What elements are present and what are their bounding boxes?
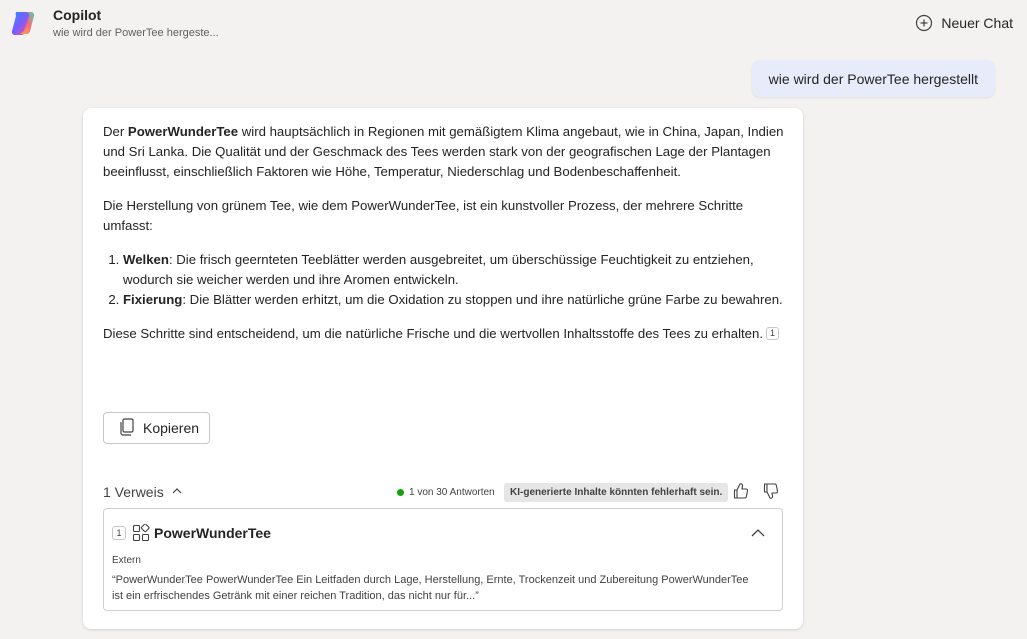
citation-badge[interactable]: 1 [766, 327, 779, 340]
thumbs-down-icon[interactable] [762, 482, 780, 500]
copy-icon [119, 418, 135, 439]
steps-list [103, 250, 793, 310]
user-message: wie wird der PowerTee hergestellt [752, 60, 995, 97]
copilot-logo-icon [10, 8, 40, 38]
chevron-up-icon [171, 484, 183, 500]
answer-paragraph [103, 324, 793, 344]
answer-text-segment: wird hauptsächlich in Regionen mit gemäßigtem Klima angebaut, wie in China, Japan, Indien und Sri Lanka. Die Qualität und der Geschmack des Tees werden stark von der geografischen Lage der Plantagen beeinflusst, einschließlich Faktoren wie Höhe, Temperatur, Niederschlag und Bodenbeschaffenheit. [103, 124, 784, 179]
step-text: : Die frisch geernteten Teeblätter werden ausgebreitet, um überschüssige Feuchtigkeit zu entziehen, wodurch sie weicher werden und ihre Aromen entwickeln. [123, 252, 754, 287]
app-title: Copilot [53, 7, 102, 23]
answer-count-label: 1 von 30 Antworten [409, 487, 495, 498]
conversation-subtitle: wie wird der PowerTee hergeste... [53, 27, 219, 39]
answer-card [83, 108, 803, 629]
answer-text-segment: Diese Schritte sind entscheidend, um die natürliche Frische und die wertvollen Inhaltsstoffe des Tees zu erhalten. [103, 326, 763, 341]
references-row [103, 480, 783, 504]
plus-circle-icon [915, 14, 933, 32]
references-toggle[interactable] [103, 484, 183, 500]
answer-text [103, 122, 793, 358]
ai-disclaimer-badge: KI-generierte Inhalte könnten fehlerhaft sein. [504, 483, 728, 502]
answer-text-segment: Der [103, 124, 128, 139]
apps-icon [132, 524, 150, 542]
answer-bold-term: PowerWunderTee [127, 124, 239, 139]
status-dot-icon [397, 489, 404, 496]
answer-count [397, 487, 495, 498]
step-term: Welken [123, 252, 169, 267]
copy-label: Kopieren [143, 420, 200, 436]
reference-snippet: “PowerWunderTee PowerWunderTee Ein Leitfaden durch Lage, Herstellung, Ernte, Trockenzeit und Zubereitung PowerWunderTee ist ein erfrischendes Getränk mit einer reichen Tradition, das nicht nur für...” [112, 574, 749, 602]
new-chat-button[interactable] [915, 11, 1013, 35]
thumbs-up-icon[interactable] [732, 482, 750, 500]
step-term: Fixierung [123, 292, 183, 307]
answer-paragraph [103, 122, 793, 182]
references-toggle-label: 1 Verweis [103, 484, 164, 500]
reference-source: Extern [112, 555, 141, 566]
list-item [123, 290, 793, 310]
copy-button[interactable] [103, 412, 210, 444]
reference-title[interactable]: PowerWunderTee [154, 525, 271, 541]
reference-number-badge: 1 [112, 526, 126, 540]
new-chat-label: Neuer Chat [941, 15, 1013, 31]
chevron-up-icon[interactable] [750, 525, 766, 541]
step-text: : Die Blätter werden erhitzt, um die Oxidation zu stoppen und ihre natürliche grüne Farbe zu bewahren. [182, 292, 783, 307]
reference-card[interactable] [103, 508, 783, 611]
list-item [123, 250, 793, 290]
top-bar [0, 0, 1027, 50]
answer-paragraph: Die Herstellung von grünem Tee, wie dem PowerWunderTee, ist ein kunstvoller Prozess, der mehrere Schritte umfasst: [103, 198, 744, 233]
